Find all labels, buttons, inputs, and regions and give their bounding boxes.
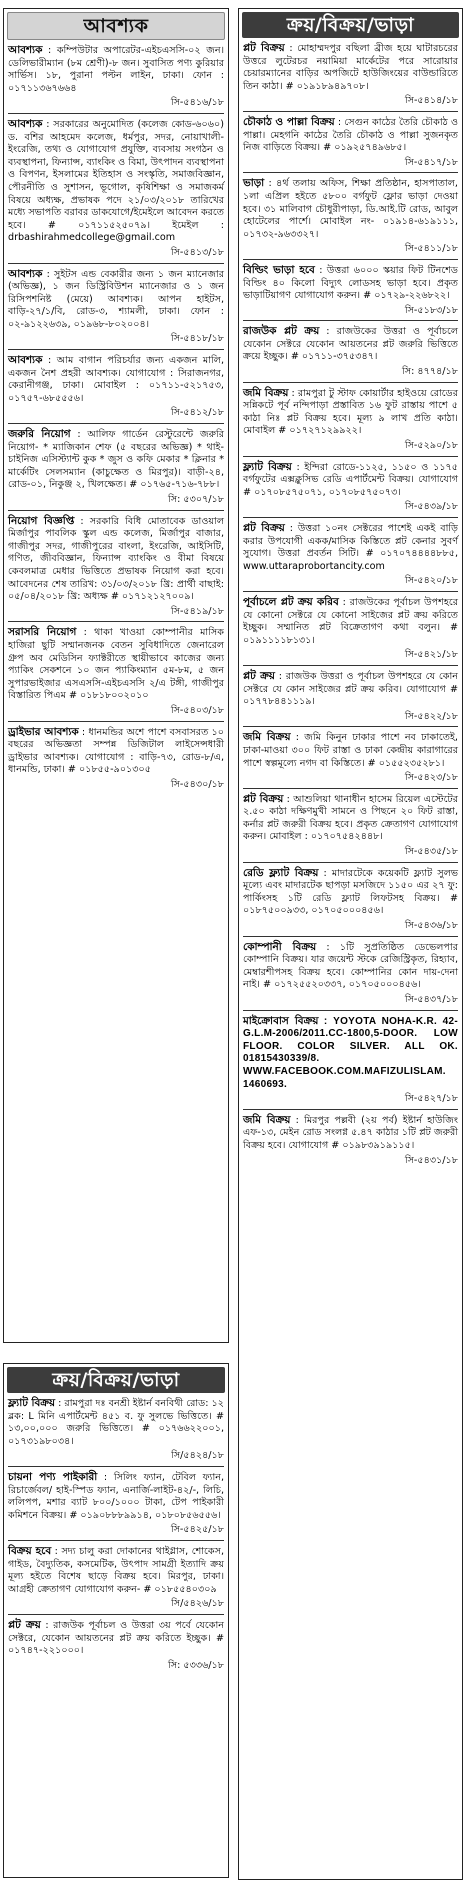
ad-keyword: নিয়োগ বিজ্ঞপ্তি [8, 514, 75, 527]
classified-ad [243, 867, 458, 933]
ad-body: : থাকা খাওয়া কোম্পানীর মাসিক হাজিরা ছুটি সম্মানজনক বেতন সুবিধাদিতে জেনারেল গ্রুপ অব মেডিসিন ফ্যাক্টরীতে স্থায়ীভাবে কাজের জন্য প্যাকিং সেকশনে ১০ জন প্যাকিংম্যান ৫ম-৮ম, ৫ জন সুপারভাইজার এসএসসি-এইচএসসি ২/এ টঙ্গী, গাজীপুর বিস্তারিত পিএম # ০১৮১৮০০২০১০ [8, 627, 224, 702]
ad-code: সি: ৫৩০৭/১৮ [168, 494, 224, 505]
ad-body: : জমি কিনুন ঢাকার পাশে নব ঢাকাতেই, ঢাকা-মাওয়া ৩০০ ফিট রাস্তা ও ঢাকা কেন্দ্রীয় কারাগারের পাশে স্বল্পমূল্যে নগদ বা কিস্তিতে। # ০১৫৫২৩৫২৮১। [243, 732, 458, 769]
classified-ad [243, 461, 458, 514]
ad-keyword: চায়না পণ্য পাইকারী [8, 1470, 98, 1483]
ad-body: : ৪র্থ তলায় অফিস, শিক্ষা প্রতিষ্ঠান, হাসপাতাল, ১লা এপ্রিল হইতে ৫৮০০ বর্গফুট ফ্লোর ভাড়া দেওয়া হবে। ৩১ মালিবাগ চৌধুরীপাড়া, ডি.আই.টি রোড, আবুল হোটেলের পার্শে। মোবাইল নং- ০১৯১৪-৬১৯১১১, ০১৭৩২-৯৬৩৩২৭। [243, 178, 458, 240]
ad-divider [243, 111, 458, 112]
ad-keyword: বিল্ডিং ভাড়া হবে [243, 263, 315, 276]
ad-body: : মোহাম্মদপুর বছিলা ব্রীজ হয়ে ঘাটারচরের উত্তরে লুটেরচর নয়ামিয়া মার্কেটের পরে সারোয়ার চেয়ারম্যানের বাড়ির অপজিটে হাউজিংয়ের বাউন্ডারিতে তিন কাঠা। # ০১৯১৮৯৪৯৭০৮। [243, 43, 458, 92]
ad-body: : সরকারি বিধি মোতাবেক ডাওয়াল মির্জাপুর পাবলিক স্কুল এন্ড কলেজ, মির্জাপুর বাজার, গাজীপুর সদর, গাজীপুরের বাংলা, ইংরেজি, আইসিটি, গণিত, জীববিজ্ঞান, ফিন্যান্স ব্যাংকিং ও বীমা বিষয়ে কেবলমাত্র মেধার ভিত্তিতে প্রভাষক নিয়োগ করা হবে। আবেদনের শেষ তারিখ: ৩১/০৩/২০১৮ খ্রি: প্রার্থী বাছাই: ০৫/০৪/২০১৮ খ্রি: অধ্যক্ষ # ০১৭১২১২৭০০৯। [8, 515, 224, 603]
ad-keyword: জরুরি নিয়োগ [8, 428, 71, 441]
ad-keyword: সরাসরি নিয়োগ [8, 626, 77, 639]
ad-divider [8, 423, 224, 424]
ad-code: সি-৫১৮৩/১৮ [404, 304, 458, 316]
ad-keyword: পূর্বাচলে প্লট ক্রয় করিব [243, 595, 339, 608]
ad-keyword: রাজউক প্লট ক্রয় [243, 325, 320, 338]
ad-divider [8, 113, 224, 114]
classified-ad [243, 731, 458, 784]
ad-body: : রাজউক পূর্বাচল ও উত্তরা ৩য় পর্বে যেকোন সেক্টরে, যেকোন আয়তনের প্লট ক্রয় করিতে ইচ্ছুক। # ০১৭৪৭-২২১০০০। [8, 1619, 224, 1657]
ad-body: : সদ্য চালু করা দোকানের থাইগ্লাস, শোকেস, গাইড, বৈদ্যুতিক, কসমেটিক, উৎপাদ সামগ্রী ইত্যাদি ক্রয় মূল্য হইতে বিশেষ ছাড়ে বিক্রয় হবে। মিরপুর, ঢাকা। আগ্রহী ক্রেতাগণ যোগাযোগ করুন- # ০১৮৫৫৪০৩০৯ [8, 1545, 224, 1595]
ad-keyword: প্লট ক্রয় [8, 1618, 41, 1631]
ad-keyword: প্লট বিক্রয় [243, 522, 285, 534]
ad-body: : আম বাগান পরিচর্যার জন্য একজন মালি, একজন নৈশ প্রহরী আবশ্যক। যোগাযোগ : সিরাজনগর, কেরানীগঞ্জ, ঢাকা। মোবাইল : ০১৭১১-৫২১৭৫৩, ০১৭৫৭-৬৮৫৫৫৬। [8, 355, 224, 404]
classified-ad [8, 626, 224, 717]
classified-ad [243, 264, 458, 317]
classified-ad [243, 522, 458, 588]
classified-ad [243, 941, 458, 1007]
ad-body: : মাদারটেকে কয়েকটি ফ্ল্যাট সুলভ মূল্যে এবং মাদারটেক ছাপড়া মসজিদে ১১৫০ এর ২৭ ফু: পার্কিংসহ ১টি রেডি ফ্ল্যাট লিফটসহ বিক্রয়। # ০১৮৭৫০০৯৩৩, ০১৭০৫০০০৪৫৬। [243, 867, 458, 917]
classified-ad [8, 1397, 224, 1463]
ad-body: : ধানমন্ডির অশে পাশে বসবাসরত ১০ বছরের অভিজ্ঞতা সম্পন্ন ডিজিটাল লাইসেন্সধারী ড্রাইভার আবশ্যক। যোগাযোগ : বাড়ি-৭৩, রোড-৮/এ, ধানমন্ডি, ঢাকা। # ০১৮৫৫-৯০১৩০৫ [8, 726, 224, 776]
ad-keyword: ফ্ল্যাট বিক্রয় [8, 1397, 56, 1409]
ad-keyword: জমি বিক্রয় [243, 1113, 291, 1126]
ad-divider [8, 621, 224, 622]
ad-keyword: প্লট বিক্রয় [243, 792, 284, 805]
ad-keyword: জমি বিক্রয় [243, 386, 289, 399]
ad-keyword: আবশ্যক [8, 267, 43, 280]
ad-body: : YOYOTA NOHA-K.R. 42-G.L.M-2006/2011.CC-1800,5-DOOR. LOW FLOOR. COLOR SILVER. ALL OK. 01815430339/8. WWW.FACEBOOK.COM.MAFIZULISLAM. 1460693. [243, 1015, 458, 1090]
ad-keyword: রেডি ফ্ল্যাট বিক্রয় [243, 866, 319, 879]
classified-ad [243, 596, 458, 662]
ad-code: সি-৫৪২২/১৮ [404, 710, 458, 722]
ad-divider [243, 936, 458, 937]
classified-ad [243, 42, 458, 108]
ad-code: সি-৫৪১৪/১৮ [404, 95, 458, 107]
ad-code: সি-৫৪১৭/১৮ [404, 156, 458, 168]
ad-code: সি-৫৪১১/১৮ [404, 243, 458, 255]
ad-divider [243, 1010, 458, 1011]
section-heading-jobs: আবশ্যক [7, 12, 225, 40]
section-heading-buy-sell-left: ক্রয়/বিক্রয়/ভাড়া [7, 1367, 225, 1393]
classified-ad [8, 268, 224, 347]
ad-code: সি-৫৪২০/১৮ [404, 575, 458, 587]
ad-keyword: চৌকাঠ ও পাল্লা বিক্রয় [243, 115, 335, 128]
classified-ad [243, 325, 458, 378]
ad-code: সি: ৪৭৭৪/১৮ [402, 366, 458, 378]
ad-code: সি: ৫৩৩৬/১৮ [168, 1659, 224, 1671]
classified-ad [8, 1471, 224, 1537]
ad-code: সি-৫৪১৬/১৮ [170, 97, 224, 109]
ad-keyword: জমি বিক্রয় [243, 731, 291, 744]
right-column [238, 8, 463, 1880]
ad-body: : ১টি সুপ্রতিষ্ঠিত ডেভেলপার কোম্পানি বিক্রয়। যার জয়েন্ট স্টকে রেজিস্ট্রিকৃত, রিহ্যাব, মেম্বারশীপসহ বিক্রয় হবে। কোম্পানির কোন দায়-দেনা নাই। # ০১৭২৫৫২০৩৩৭, ০১৭০৫০০০৪৫৬। [243, 941, 458, 991]
ad-code: সি/৫৪২৬/১৮ [171, 1598, 224, 1610]
ad-divider [243, 172, 458, 173]
ad-keyword: ফ্ল্যাট বিক্রয় [243, 460, 292, 473]
ad-divider [243, 591, 458, 592]
ad-code: সি-৫৪০৩/১৮ [170, 704, 224, 716]
ad-body: : রামপুরা টু স্টাফ কোয়ার্টার হাইওয়ে রোডের সন্নিকটে পূর্ব নন্দিপাড়া প্রস্তাবিত ১৬ ফুট রাস্তায় পাশে ৫ কাঠা নিঃ প্লট বিক্রয় হবে। মূল্য ৯ লাখ প্রতি কাঠা। মোবাইল # ০১৭২৭১২৯৯২২। [243, 387, 458, 437]
classified-ad [8, 726, 224, 792]
ad-body: : আলিফ গার্ডেন রেস্টুরেন্টে জরুরি নিয়োগ- * ম্যাজিকান শেফ (৫ বছরের অভিজ্ঞ) * থাই-চাইনিজ এসিস্ট্যান্ট কুক * জুস ও কফি মেকার * ক্লিনার * মার্কেটিং সেলসম্যান (কাচুক্ষেত ও মিরপুর)। বাড়ী-২৪, রোড-০১, নিকুঞ্জ ২, খিলক্ষেত। # ০১৭৬৫-৭১৬-৭৮৮। [8, 429, 224, 491]
ad-divider [243, 862, 458, 863]
classified-ad [8, 44, 224, 110]
ad-body: : ইন্দিরা রোডে-১১২৫, ১১৫০ ও ১১৭৫ বর্গফুটের এক্সক্লুসিভ রেডি এপার্টমেন্ট বিক্রয়। যোগাযোগ # ০১৭০৮৫৭৫০৭১, ০১৭০৮৫৭৫০৭৩। [243, 461, 459, 498]
ad-code: সি-৫৪৩৫/১৮ [404, 846, 458, 858]
ad-body: : রাজউকের উত্তরা ও পূর্বাচলে যেকোন সেক্টরে যেকোন আয়তনের প্লট জরুরি ভিত্তিতে ক্রয়ে ইচ্ছুক। # ০১৭১১-৩৭৫৩৪৭। [243, 326, 458, 363]
ad-body: : সেগুন কাঠের তৈরি চৌকাঠ ও পাল্লা। মেহগনি কাঠের তৈরি চৌকাঠ ও পাল্লা সুজনকৃত নিজ বাড়িতে বিক্রয়। # ০১৯২৫৭৪৯৬৮৫। [243, 116, 459, 154]
classified-ad [243, 1015, 458, 1106]
ad-divider [243, 726, 458, 727]
ad-list-buy-sell-right [243, 42, 458, 1167]
ad-keyword: প্লট বিক্রয় [243, 42, 285, 54]
ad-keyword: আবশ্যক [8, 44, 43, 56]
ad-divider [243, 1109, 458, 1110]
ad-body: : রামপুরা দঃ বনশ্রী ইষ্টার্ন বনবিথী রোড: ১২ ব্লক: L মিনি এপার্টমেন্ট ৪৫১ ব. ফু সুলভে ভিত্তিতে। # ১৩,০০,০০০ জরুরি ভিত্তিতে। # ০১৭৬৬২২০০১, ০১৭৩১৯৮০৩৪। [8, 1398, 224, 1447]
ad-keyword: কোম্পানী বিক্রয় [243, 940, 317, 953]
classified-ad [8, 515, 224, 619]
ad-body: : রাজউক উত্তরা ও পূর্বাচল উপশহরে যে কোন সেক্টরে যে কোন সাইজের প্লট ক্রয় করিব। যোগাযোগ # ০১৭৭৮৪৪১১১৯। [243, 670, 458, 708]
ad-code: সি-৫৪৩০/১৮ [170, 778, 224, 790]
classified-ad [243, 116, 458, 169]
ad-keyword: আবশ্যক [8, 117, 43, 130]
ad-divider [8, 349, 224, 350]
classified-ad [243, 793, 458, 859]
left-column [3, 8, 229, 1880]
ad-keyword: মাইক্রোবাস বিক্রয় [243, 1014, 319, 1027]
section-buy-sell-left [3, 1363, 229, 1878]
classified-ad [243, 177, 458, 256]
ad-body: : রাজউকের পূর্বাচল উপশহরে যে কোনো সেক্টরে যে কোনো সাইজের প্লট ক্রয় করিতে ইচ্ছুক। সম্মানিত প্লট বিক্রেতাগণ কথা বলুন। # ০১৯১১১১৮১৩১। [243, 596, 458, 646]
ad-code: সি-৫৪২৭/১৮ [404, 1093, 458, 1105]
classified-ad [243, 1114, 458, 1167]
section-buy-sell-right [238, 8, 463, 1880]
ad-code: সি-৫২৯০/১৮ [404, 440, 458, 452]
classified-ad [8, 1545, 224, 1611]
classified-ad [243, 670, 458, 723]
ad-divider [243, 320, 458, 321]
classified-ad [8, 1619, 224, 1672]
ad-code: সি-৫৪১৮/১৮ [170, 333, 224, 345]
classified-ad [8, 354, 224, 420]
ad-code: সি-৫৪৩৭/১৮ [404, 994, 458, 1005]
ad-divider [243, 456, 458, 457]
ad-divider [8, 1540, 224, 1541]
ad-code: সি-৫৪১৯/১৮ [170, 605, 224, 617]
ad-divider [243, 788, 458, 789]
ad-divider [8, 263, 224, 264]
ad-code: সি/৫৪২৪/১৮ [171, 1450, 224, 1462]
ad-code: সি-৫৪২৫/১৮ [170, 1524, 224, 1536]
ad-code: সি-৫৪১৩/১৮ [170, 246, 224, 258]
ad-list-jobs [8, 44, 224, 791]
ad-divider [243, 665, 458, 666]
ad-keyword: ড্রাইভার আবশ্যক [8, 725, 79, 738]
ad-keyword: ভাড়া [243, 177, 265, 190]
ad-code: সি-৫৪২৩/১৮ [404, 772, 458, 784]
ad-keyword: আবশ্যক [8, 354, 43, 367]
ad-body: : সরকারের অনুমোদিত (কলেজ কোড-৬০৬০) ড. বশির আহমেদ কলেজ, ধর্মপুর, সদর, নোয়াখালী-ইংরেজি, তথ্য ও যোগাযোগ প্রযুক্তি, ব্যবসায় সংগঠন ও ব্যবস্থাপনা, ফিন্যান্স, ব্যাংকিং ও বিমা, উৎপাদন ব্যবস্থাপনা ও বিপণন, ইসলামের ইতিহাস ও সংস্কৃতি, সমাজবিজ্ঞান, পৌরনীতি ও সুশাসন, ভূগোল, কৃষিশিক্ষা ও সমাজকর্ম বিষয়ে অধ্যক্ষ, প্রভাষক পদে ২১/০৩/২০১৮ তারিখের মধ্যে সভাপতি বরাবর ডাকযোগে/ইমেইলে আবেদন করতে হবে। # ০১৭১১৫২৫০৭৯। ইমেইল : drbashirahmedcollege@gmail.com [8, 118, 224, 244]
ad-divider [8, 721, 224, 722]
ad-body: : উত্তরা ১০নং সেক্টরের পাশেই একই বাড়ি করার উপযোগী একক/মাসিক কিস্তিতে প্লট কেনার সুবর্ণ সুযোগ। উত্তরা প্রবর্তন সিটি। # ০১৭০৭৪৪৪৪৮৮৫, www.uttaraprobortancity.com [243, 523, 458, 572]
ad-divider [8, 510, 224, 511]
ad-code: সি-৫৪১২/১৮ [170, 407, 224, 419]
ad-body: : সিলিং ফ্যান, টেবিল ফ্যান, রিচার্জেবল/ হাই-স্পিড ফ্যান, এনার্জি-লাইট-৪২/-, লিচি, ললিপপ, মশার ব্যাট ৮০০/১০০০ টাকা, টেপ পাইকারী কমিশনে বিক্রয়। # ০১৯০৮৮৮৯৯১৪, ০১৮০৮৫৬৫৫৬। [8, 1471, 225, 1521]
classified-ad [8, 118, 224, 260]
ad-divider [8, 1614, 224, 1615]
ad-body: : উত্তরা ৬০০০ স্কয়ার ফিট টিনশেড বিল্ডিং ৪০ কিলো বিদ্যুৎ লোডসহ ভাড়া হবে। প্রকৃত ভাড়াটিয়াগণ যোগাযোগ করুন। # ০১৭২৯-২২৬৮২২। [243, 264, 458, 302]
ad-divider [243, 259, 458, 260]
ad-code: সি-৫৪৩৬/১৮ [404, 920, 458, 932]
ad-list-buy-sell-left [8, 1397, 224, 1672]
ad-keyword: প্লট ক্রয় [243, 669, 275, 682]
ad-divider [8, 1466, 224, 1467]
section-heading-buy-sell-right: ক্রয়/বিক্রয়/ভাড়া [242, 12, 459, 38]
ad-body: : কম্পিউটার অপারেটর-এইচএসসি-০২ জন। ডেলিভারীম্যান (৮ম শ্রেণী)-৮ জন। সুবাসিত পণ্য কুরিয়ার সার্ভিস। ১৮, পুরানা পল্টন লাইন, ঢাকা। ফোন : ০১৭১১৩৬৭৬৬৪ [8, 45, 224, 94]
section-jobs [3, 8, 229, 1343]
ad-code: সি-৫৪৩১/১৮ [404, 1154, 458, 1166]
ad-divider [243, 382, 458, 383]
ad-body: : মিরপুর পল্লবী (২য় পর্ব) ইষ্টার্ন হাউজিং এফ-১৩, মেইন রোড সংলগ্ন ৫.৪৭ কাঠার ১টি প্লট জরুরী বিক্রয় হবে। যোগাযোগ # ০১৯৮৩৯১৯১১৫। [243, 1114, 458, 1151]
ad-code: সি-৫৪২১/১৮ [404, 649, 458, 661]
classified-ad [8, 428, 224, 507]
ad-divider [243, 517, 458, 518]
ad-code: সি-৫৪৩৯/১৮ [404, 501, 458, 513]
ad-body: : সুইটস এন্ড বেকারীর জন্য ১ জন ম্যানেজার (অভিজ্ঞ), ১ জন ডিস্ট্রিবিউশন ম্যানেজার ও ১ জন রিসিপশনিষ্ট (মেয়ে) আবশ্যক। আপন হাইটস, বাড়ি-২৭/১/বি, রোড-৩, শ্যামলী, ঢাকা। ফোন : ০২-৯১২২৬৩৯, ০১৯৬৮-৮০২০০৪। [8, 268, 224, 330]
ad-body: : আশুলিয়া থানাধীন হাসেম রিয়েল এস্টেটের ২.৫০ কাঠা দক্ষিণমুখী সামনে ও পিছনে ২০ ফিট রাস্তা, কর্নার প্লট জরুরী বিক্রয় হবে। প্রকৃত ক্রেতাগণ যোগাযোগ করুন। মোবাইল : ০১৭০৭৫৪২৪৪৮। [243, 793, 458, 843]
classified-ad [243, 387, 458, 453]
ad-keyword: বিক্রয় হবে [8, 1544, 52, 1557]
